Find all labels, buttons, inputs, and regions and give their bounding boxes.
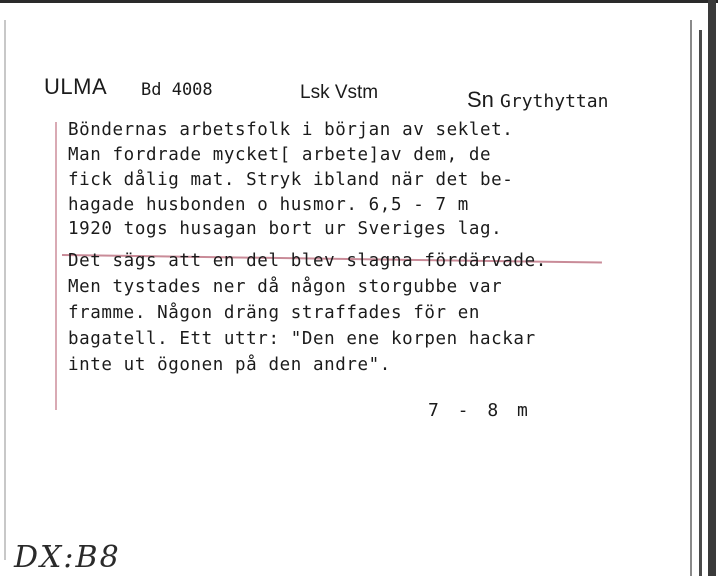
text-line: Men tystades ner då någon storgubbe var bbox=[68, 277, 503, 297]
text-line: bagatell. Ett uttr: "Den ene korpen hackar bbox=[68, 329, 536, 349]
text-line: Man fordrade mycket[ arbete]av dem, de bbox=[68, 145, 492, 165]
text-line: framme. Någon dräng straffades för en bbox=[68, 303, 481, 323]
parish-name: Grythyttan bbox=[500, 91, 609, 112]
margin-line bbox=[55, 122, 57, 410]
age-range: 7 - 8 m bbox=[428, 400, 528, 421]
parish bbox=[467, 87, 608, 113]
text-line: fick dålig mat. Stryk ibland när det be- bbox=[68, 170, 514, 190]
province-code: Lsk Vstm bbox=[300, 82, 379, 103]
card-left-edge bbox=[4, 20, 6, 560]
card-right-edge bbox=[708, 0, 716, 576]
text-line: 1920 togs husagan bort ur Sveriges lag. bbox=[68, 219, 503, 239]
card-top-edge bbox=[0, 0, 718, 3]
handwritten-signum: DX:B8 bbox=[14, 540, 121, 575]
text-line: hagade husbonden o husmor. 6,5 - 7 m bbox=[68, 195, 469, 215]
record-number: Bd 4008 bbox=[141, 80, 213, 100]
text-line: Det sägs att en del blev slagna fördärvade. bbox=[68, 251, 547, 271]
archive-code: ULMA bbox=[44, 74, 108, 99]
card-right-edge bbox=[690, 20, 692, 576]
text-line: inte ut ögonen på den andre". bbox=[68, 355, 391, 375]
text-line: Böndernas arbetsfolk i början av seklet. bbox=[68, 120, 514, 140]
parish-prefix: Sn bbox=[467, 87, 494, 112]
card-right-edge bbox=[699, 30, 702, 576]
